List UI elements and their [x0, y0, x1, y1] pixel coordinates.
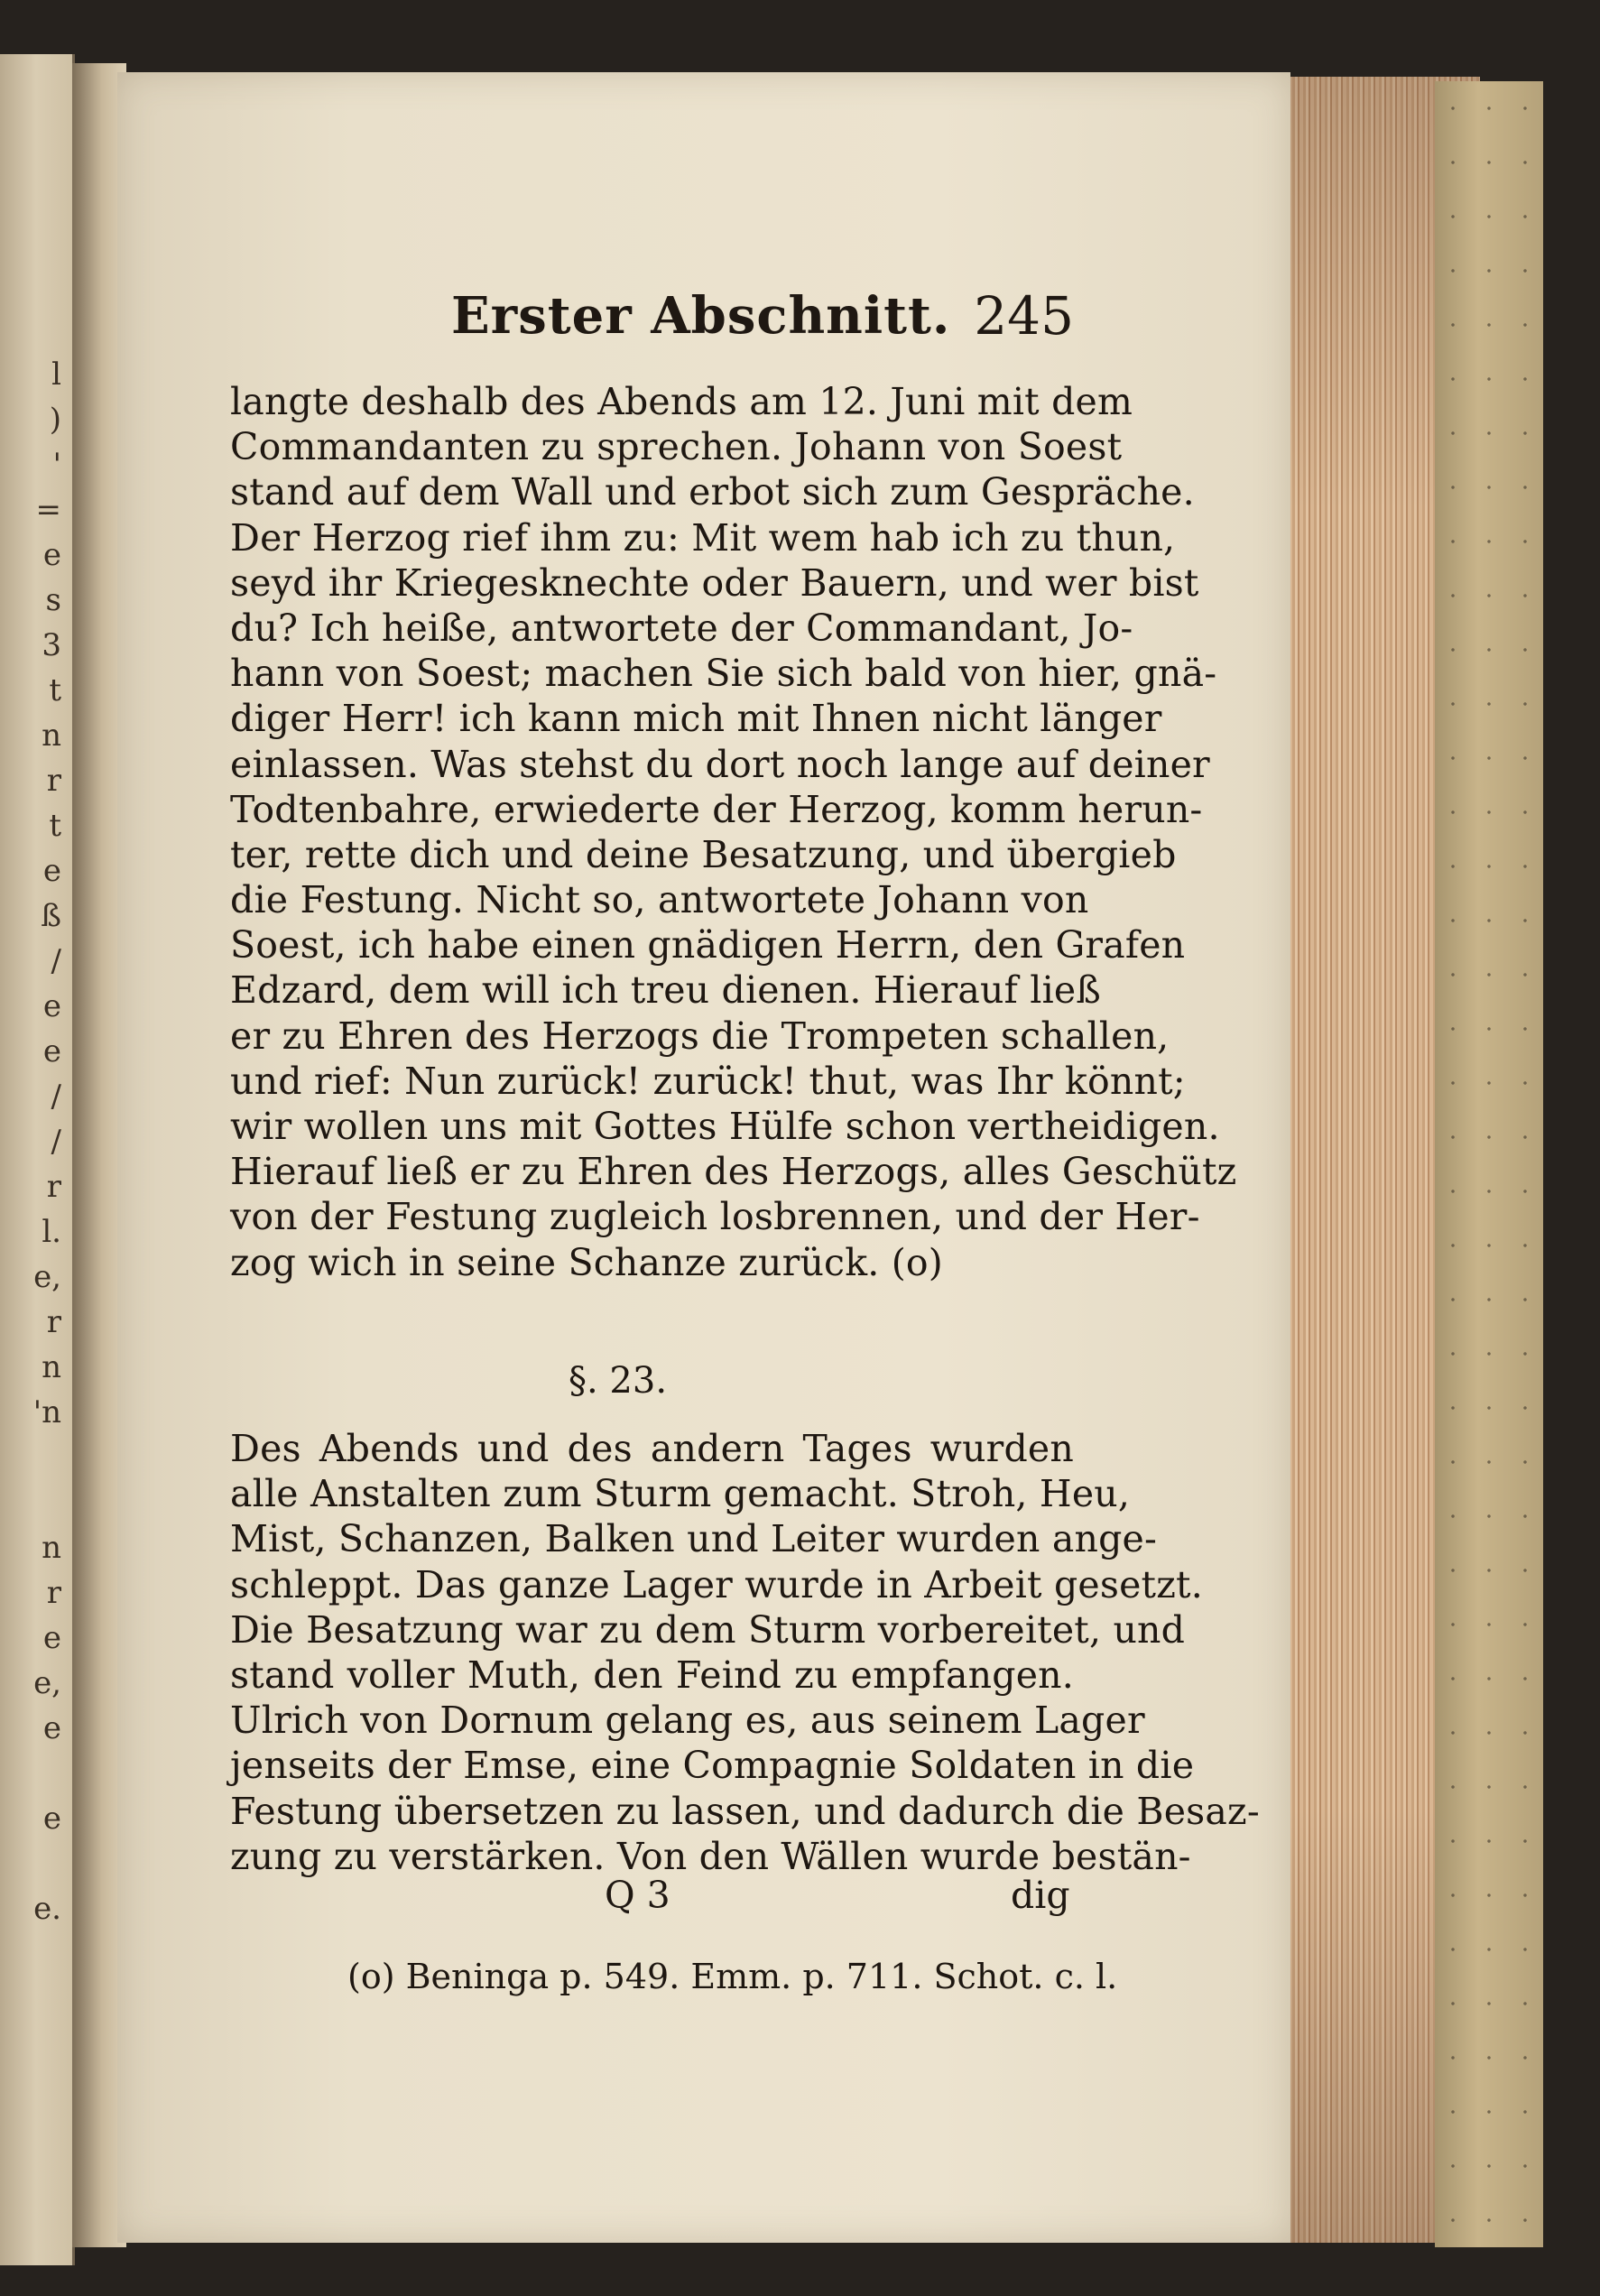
margin-fragment: t	[49, 808, 61, 844]
text-line: alle Anstalten zum Sturm gemacht. Stroh, Heu,	[230, 1472, 1131, 1516]
text-line: von der Festung zugleich losbrennen, und der Her-	[230, 1195, 1200, 1239]
margin-fragment: e	[42, 1801, 61, 1837]
text-line: stand voller Muth, den Feind zu empfangen.	[230, 1653, 1074, 1697]
margin-fragment: e	[42, 853, 61, 889]
text-line: hann von Soest; machen Sie sich bald von hier, gnä-	[230, 652, 1217, 696]
section-heading: §. 23.	[569, 1360, 668, 1402]
previous-page-edge	[0, 54, 75, 2265]
text-line: Soest, ich habe einen gnädigen Herrn, den Grafen	[230, 923, 1186, 967]
margin-fragment	[0, 1480, 69, 1525]
text-line: er zu Ehren des Herzogs die Trompeten schallen,	[230, 1014, 1170, 1058]
margin-fragment: n	[42, 1530, 61, 1566]
margin-fragment: 3	[42, 627, 61, 663]
previous-page-fragments	[0, 352, 69, 2157]
text-line: Der Herzog rief ihm zu: Mit wem hab ich zu thun,	[230, 515, 1176, 560]
margin-fragment: n	[42, 718, 61, 754]
footnote: (o) Beninga p. 549. Emm. p. 711. Schot. c. l.	[347, 1957, 1118, 1996]
margin-fragment: e	[42, 1033, 61, 1069]
margin-fragment: l.	[42, 1214, 61, 1250]
margin-fragment: e	[42, 1620, 61, 1656]
signature-mark: Q 3	[605, 1874, 671, 1917]
text-line: Hierauf ließ er zu Ehren des Herzogs, alles Geschütz	[230, 1150, 1237, 1194]
margin-fragment: )	[49, 402, 61, 438]
running-head: Erster Abschnitt.	[451, 286, 951, 346]
margin-fragment: 'n	[32, 1394, 61, 1430]
text-line: du? Ich heiße, antwortete der Commandant, Jo-	[230, 606, 1133, 650]
margin-fragment: /	[51, 1124, 61, 1160]
margin-fragment: r	[46, 1575, 61, 1611]
text-line: einlassen. Was stehst du dort noch lange auf deiner	[230, 742, 1210, 786]
margin-fragment: r	[46, 763, 61, 799]
text-line: schleppt. Das ganze Lager wurde in Arbeit gesetzt.	[230, 1562, 1203, 1606]
margin-fragment: r	[46, 1169, 61, 1205]
text-line: Festung übersetzen zu lassen, und dadurch die Besaz-	[230, 1789, 1260, 1833]
margin-fragment: l	[51, 356, 61, 393]
margin-fragment: /	[51, 1079, 61, 1115]
margin-fragment: e,	[33, 1259, 61, 1295]
paragraph-1	[230, 379, 1237, 1285]
margin-fragment: s	[45, 582, 61, 618]
text-line: Commandanten zu sprechen. Johann von Soest	[230, 425, 1123, 469]
margin-fragment: '	[52, 447, 61, 483]
text-line: Ulrich von Dornum gelang es, aus seinem Lager	[230, 1699, 1145, 1743]
book-cover-edge	[1435, 81, 1543, 2247]
catchword: dig	[1011, 1874, 1070, 1917]
margin-fragment: n	[42, 1349, 61, 1385]
margin-fragment: e,	[33, 1665, 61, 1701]
text-line: Die Besatzung war zu dem Sturm vorbereitet, und	[230, 1607, 1186, 1652]
margin-fragment: r	[46, 1304, 61, 1340]
text-line: seyd ihr Kriegesknechte oder Bauern, und wer bist	[230, 560, 1199, 605]
margin-fragment: t	[49, 672, 61, 708]
margin-fragment: e	[42, 988, 61, 1024]
text-line: stand auf dem Wall und erbot sich zum Gespräche.	[230, 470, 1195, 514]
paragraph-2	[230, 1426, 1260, 1879]
margin-fragment	[0, 1435, 69, 1480]
margin-fragment: /	[51, 943, 61, 979]
margin-fragment: e	[42, 537, 61, 573]
text-line: Mist, Schanzen, Balken und Leiter wurden ange-	[230, 1517, 1158, 1561]
text-line: Edzard, dem will ich treu dienen. Hierauf ließ	[230, 968, 1101, 1013]
text-line: zog wich in seine Schanze zurück. (o)	[230, 1240, 944, 1284]
text-line: und rief: Nun zurück! zurück! thut, was Ihr könnt;	[230, 1059, 1186, 1103]
margin-fragment	[0, 1751, 69, 1796]
text-line: wir wollen uns mit Gottes Hülfe schon vertheidigen.	[230, 1105, 1220, 1148]
margin-fragment: e.	[33, 1891, 61, 1927]
text-line: jenseits der Emse, eine Compagnie Soldaten in die	[230, 1744, 1195, 1788]
text-line: Des Abends und des andern Tages wurden	[230, 1427, 1074, 1470]
margin-fragment: =	[35, 492, 61, 528]
page-header	[451, 284, 1074, 347]
book-page	[117, 72, 1290, 2243]
text-line: diger Herr! ich kann mich mit Ihnen nicht länger	[230, 697, 1162, 741]
margin-fragment: ß	[41, 898, 61, 934]
text-line: Todtenbahre, erwiederte der Herzog, komm herun-	[230, 787, 1203, 831]
text-line: ter, rette dich und deine Besatzung, und übergieb	[230, 832, 1177, 876]
text-line: zung zu verstärken. Von den Wällen wurde bestän-	[230, 1834, 1191, 1878]
text-line: langte deshalb des Abends am 12. Juni mit dem	[230, 380, 1133, 423]
page-number: 245	[974, 285, 1074, 347]
margin-fragment	[0, 1841, 69, 1886]
text-line: die Festung. Nicht so, antwortete Johann von	[230, 878, 1089, 922]
margin-fragment: e	[42, 1710, 61, 1746]
